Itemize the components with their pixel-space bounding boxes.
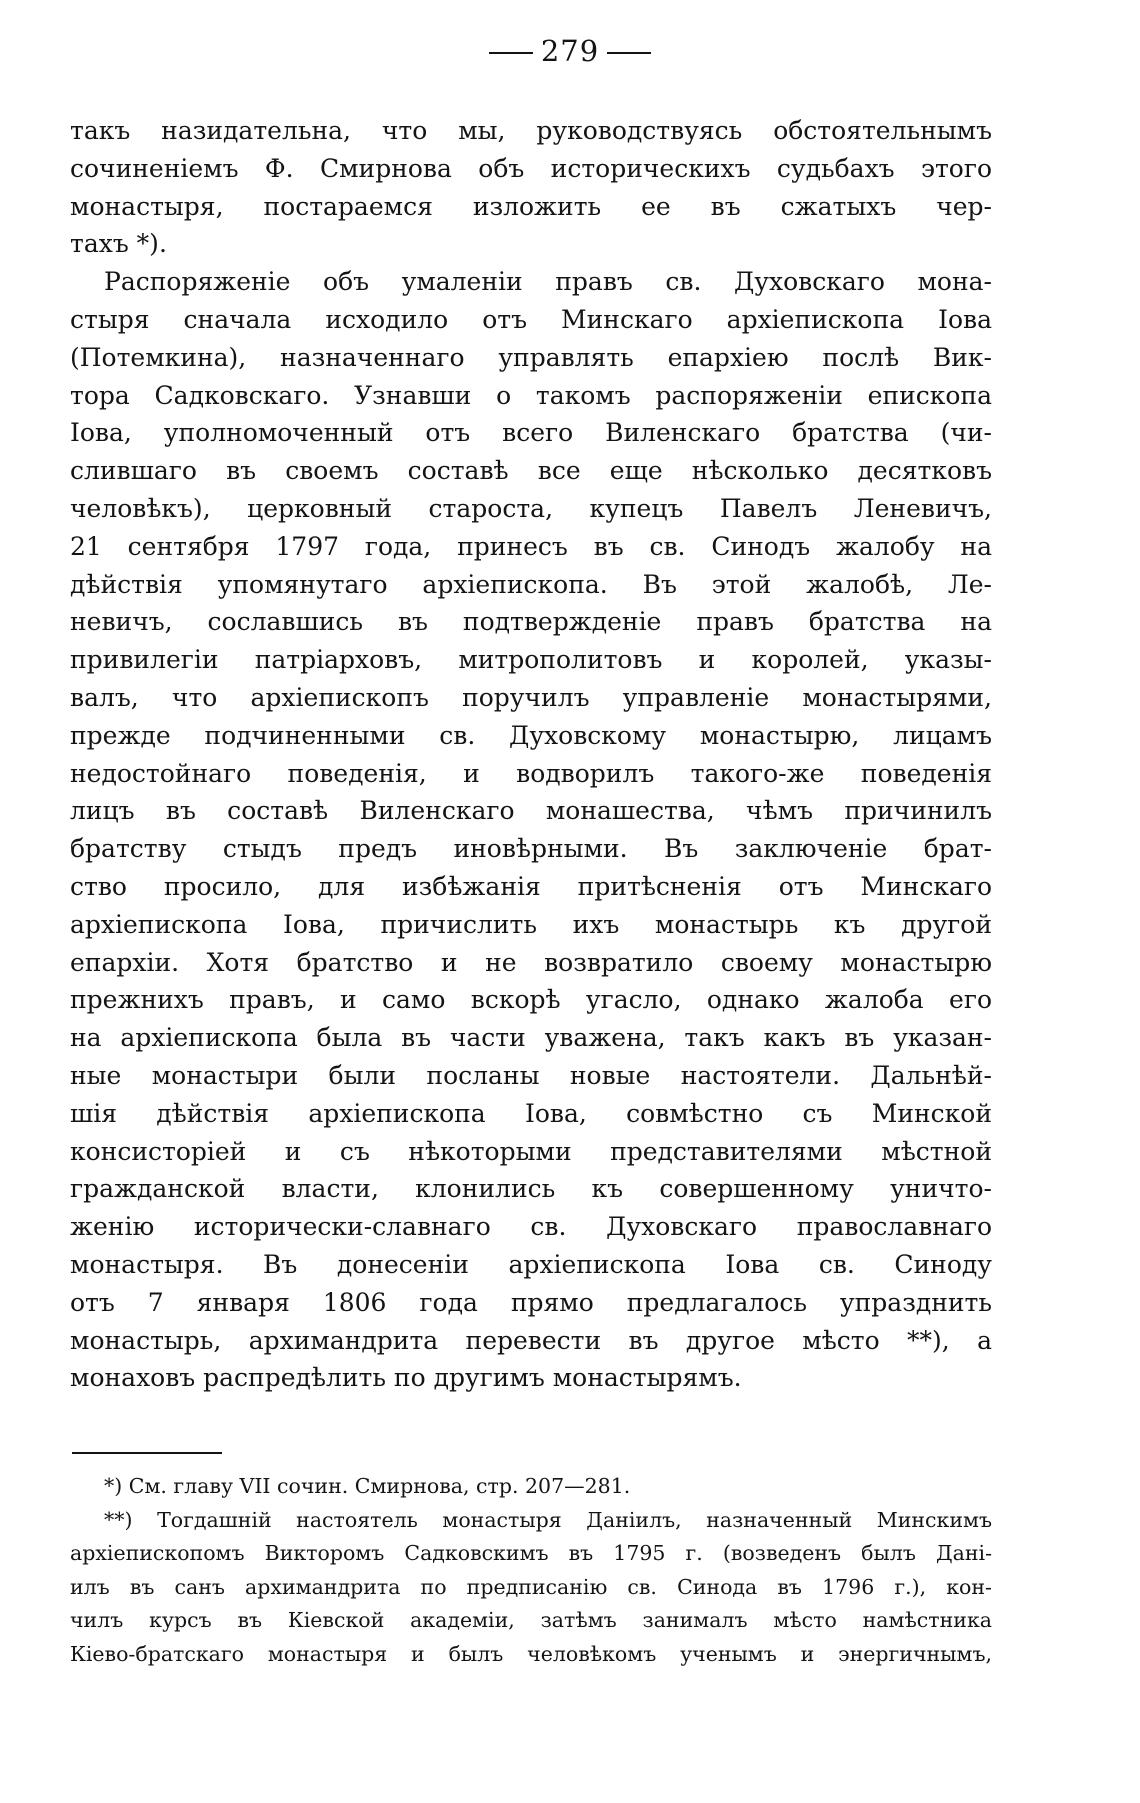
footnote-line: **) Тогдашній настоятель монастыря Даніилъ, назначенный Минскимъ (104, 1507, 992, 1532)
page-number (0, 34, 1140, 68)
footnotes (70, 1470, 992, 1671)
text-line: на архіепископа была въ части уважена, такъ какъ въ указан- (70, 1023, 992, 1053)
text-line: такъ назидательна, что мы, руководствуясь обстоятельнымъ (70, 116, 992, 145)
text-line: ные монастыри были посланы новые настоятели. Дальнѣй- (70, 1060, 992, 1090)
footnote-separator (72, 1452, 222, 1454)
text-line: женію исторически-славнаго св. Духовскаго православнаго (70, 1212, 992, 1242)
footnote-line: Кіево-братскаго монастыря и былъ человѣкомъ ученымъ и энергичнымъ, (70, 1641, 992, 1666)
footnote-line: *) См. главу VII сочин. Смирнова, стр. 207—281. (104, 1474, 631, 1498)
text-line: привилегіи патріарховъ, митрополитовъ и королей, указы- (70, 645, 992, 675)
text-line: шія дѣйствія архіепископа Іова, совмѣстно съ Минской (70, 1098, 992, 1128)
text-line: монастыря, постараемся изложить ее въ сжатыхъ чер- (70, 191, 992, 221)
text-line: валъ, что архіепископъ поручилъ управленіе монастырями, (70, 682, 992, 712)
text-line: братству стыдъ предъ иновѣрными. Въ заключеніе брат- (70, 834, 992, 864)
text-line: (Потемкина), назначеннаго управлять епархіею послѣ Вик- (70, 342, 992, 372)
text-line: тахъ *). (70, 229, 167, 259)
text-line: Іова, уполномоченный отъ всего Виленскаго братства (чи- (70, 418, 992, 448)
text-line: тора Садковскаго. Узнавши о такомъ распоряженіи епископа (70, 380, 992, 410)
text-line: прежде подчиненными св. Духовскому монастырю, лицамъ (70, 720, 992, 750)
text-line: монастыря. Въ донесеніи архіепископа Іова св. Синоду (70, 1249, 992, 1279)
text-line: монастырь, архимандрита перевести въ другое мѣсто **), а (70, 1325, 992, 1355)
text-line: стыря сначала исходило отъ Минскаго архіепископа Іова (70, 304, 992, 334)
text-line: консисторіей и съ нѣкоторыми представителями мѣстной (70, 1136, 992, 1166)
text-line: монаховъ распредѣлить по другимъ монастырямъ. (70, 1363, 742, 1393)
text-line: гражданской власти, клонились къ совершенному уничто- (70, 1174, 992, 1204)
footnote-line: илъ въ санъ архимандрита по предписанію св. Синода въ 1796 г.), кон- (70, 1574, 992, 1599)
text-line: лицъ въ составѣ Виленскаго монашества, чѣмъ причинилъ (70, 796, 992, 826)
page-number-dash-right (607, 52, 651, 54)
text-line: недостойнаго поведенія, и водворилъ такого-же поведенія (70, 758, 992, 788)
text-line: епархіи. Хотя братство и не возвратило своему монастырю (70, 947, 992, 977)
text-line: 21 сентября 1797 года, принесъ въ св. Синодъ жалобу на (70, 531, 992, 561)
text-line: отъ 7 января 1806 года прямо предлагалось упразднить (70, 1287, 992, 1317)
text-line: прежнихъ правъ, и само вскорѣ угасло, однако жалоба его (70, 985, 992, 1015)
text-line: слившаго въ своемъ составѣ все еще нѣсколько десятковъ (70, 456, 992, 486)
footnote-line: архіепископомъ Викторомъ Садковскимъ въ 1795 г. (возведенъ былъ Дані- (70, 1541, 992, 1565)
text-line: Распоряженіе объ умаленіи правъ св. Духовскаго мона- (104, 267, 992, 297)
text-line: архіепископа Іова, причислить ихъ монастырь къ другой (70, 909, 992, 939)
main-text (70, 112, 992, 1397)
page-number-value: 279 (540, 34, 600, 68)
page-number-dash-left (489, 52, 533, 54)
footnote-line: чилъ курсъ въ Кіевской академіи, затѣмъ занималъ мѣсто намѣстника (70, 1608, 992, 1632)
text-line: сочиненіемъ Ф. Смирнова объ историческихъ судьбахъ этого (70, 153, 992, 183)
text-line: ство просило, для избѣжанія притѣсненія отъ Минскаго (70, 871, 992, 901)
text-line: дѣйствія упомянутаго архіепископа. Въ этой жалобѣ, Ле- (70, 569, 992, 599)
text-line: невичъ, сославшись въ подтвержденіе правъ братства на (70, 607, 992, 637)
text-line: человѣкъ), церковный староста, купецъ Павелъ Леневичъ, (70, 493, 992, 523)
